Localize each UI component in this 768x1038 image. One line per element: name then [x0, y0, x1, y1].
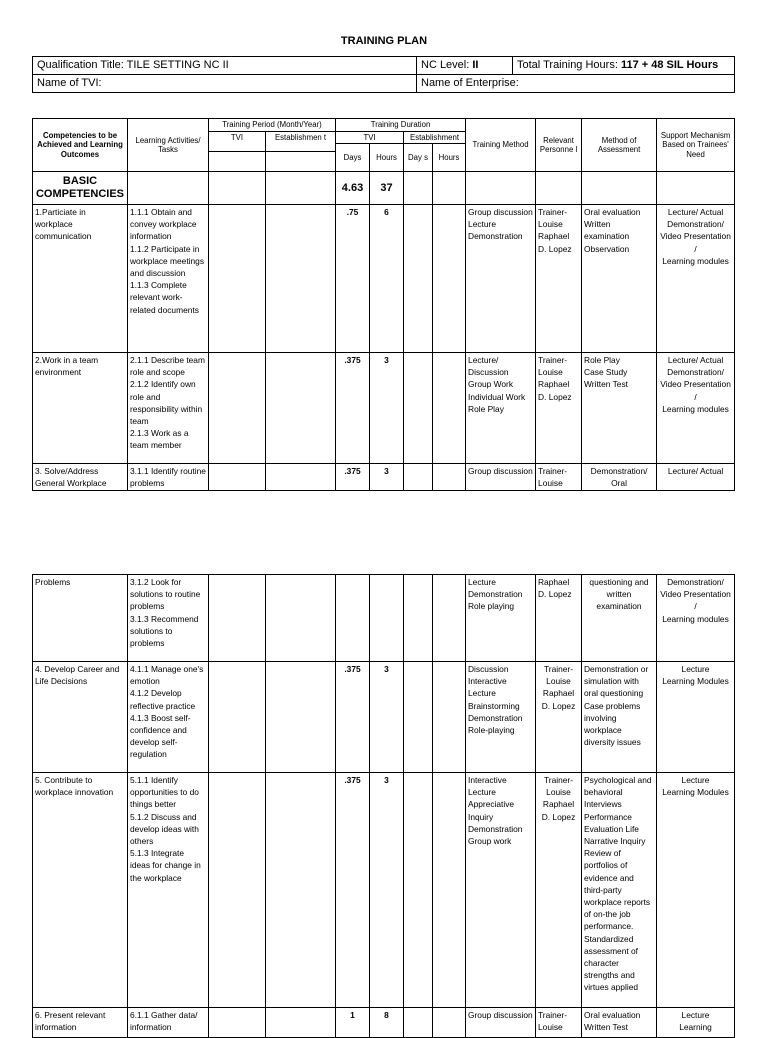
competency-cell: 3. Solve/Address General Workplace	[33, 464, 128, 491]
personnel-cell: Trainer-Louise Raphael D. Lopez	[536, 353, 582, 464]
training-plan-table-page2	[32, 574, 735, 1038]
personnel-cell: Trainer-Louise Raphael D. Lopez	[536, 205, 582, 353]
nc-level: NC Level: II	[417, 57, 513, 75]
method-cell: Group discussion Lecture Demonstration	[466, 205, 536, 353]
personnel-cell: Trainer-Louise Raphael D. Lopez	[536, 773, 582, 1008]
activities-cell: 1.1.1 Obtain and convey workplace information 1.1.2 Participate in workplace meetings and discussion 1.1.3 Complete relevant work-related documents	[128, 205, 209, 353]
assessment-cell: Oral evaluation Written Test	[582, 1008, 657, 1038]
header-td-tvi: TVI	[336, 131, 404, 144]
header-relevant-personnel: Relevant Personne l	[536, 119, 582, 172]
header-method-assessment: Method of Assessment	[582, 119, 657, 172]
days-cell	[336, 575, 370, 662]
basic-hours: 37	[370, 172, 404, 205]
qualification-header-table	[32, 56, 735, 93]
header-days: Days	[336, 144, 370, 172]
assessment-cell: Oral evaluation Written examination Observation	[582, 205, 657, 353]
header-training-period: Training Period (Month/Year)	[209, 119, 336, 132]
basic-days: 4.63	[336, 172, 370, 205]
hours-cell: 3	[370, 773, 404, 1008]
header-training-method: Training Method	[466, 119, 536, 172]
header-hours: Hours	[370, 144, 404, 172]
table-row	[33, 205, 735, 353]
basic-competencies-title: BASIC COMPETENCIES	[33, 172, 128, 205]
assessment-cell: questioning and written examination	[582, 575, 657, 662]
assessment-cell: Demonstration/ Oral	[582, 464, 657, 491]
competency-cell: 4. Develop Career and Life Decisions	[33, 662, 128, 773]
assessment-cell: Role Play Case Study Written Test	[582, 353, 657, 464]
competency-cell: 2.Work in a team environment	[33, 353, 128, 464]
method-cell: Group discussion	[466, 1008, 536, 1038]
hours-cell: 3	[370, 353, 404, 464]
header-competencies: Competencies to be Achieved and Learning Outcomes	[33, 119, 128, 172]
assessment-cell: Psychological and behavioral Interviews Performance Evaluation Life Narrative Inquiry Review of portfolios of evidence and third-party workplace reports of on-the job performance. Standardized assessment of character strengths and virtues applied	[582, 773, 657, 1008]
table-row	[33, 353, 735, 464]
training-plan-table-page1	[32, 118, 735, 491]
days-cell: 1	[336, 1008, 370, 1038]
table-row	[33, 773, 735, 1008]
support-cell: Lecture/ Actual Demonstration/ Video Presentation / Learning modules	[657, 353, 735, 464]
table-row	[33, 662, 735, 773]
method-cell: Interactive Lecture Appreciative Inquiry Demonstration Group work	[466, 773, 536, 1008]
method-cell: Lecture Demonstration Role playing	[466, 575, 536, 662]
support-cell: Lecture Learning	[657, 1008, 735, 1038]
enterprise-name: Name of Enterprise:	[417, 75, 735, 93]
hours-cell: 8	[370, 1008, 404, 1038]
personnel-cell: Raphael D. Lopez	[536, 575, 582, 662]
header-training-duration: Training Duration	[336, 119, 466, 132]
support-cell: Demonstration/ Video Presentation / Learning modules	[657, 575, 735, 662]
assessment-cell: Demonstration or simulation with oral questioning Case problems involving workplace diversity issues	[582, 662, 657, 773]
header-est-hours: Hours	[433, 144, 466, 172]
total-training-hours: Total Training Hours: 117 + 48 SIL Hours	[513, 57, 735, 75]
days-cell: .375	[336, 353, 370, 464]
header-tp-tvi: TVI	[209, 131, 266, 152]
days-cell: .375	[336, 773, 370, 1008]
support-cell: Lecture/ Actual Demonstration/ Video Presentation / Learning modules	[657, 205, 735, 353]
header-est-days: Day s	[404, 144, 433, 172]
tvi-name: Name of TVI:	[33, 75, 417, 93]
personnel-cell: Trainer-Louise	[536, 1008, 582, 1038]
personnel-cell: Trainer-Louise Raphael D. Lopez	[536, 662, 582, 773]
basic-competencies-row	[33, 172, 735, 205]
header-activities: Learning Activities/ Tasks	[128, 119, 209, 172]
hours-cell: 3	[370, 662, 404, 773]
competency-cell: 6. Present relevant information	[33, 1008, 128, 1038]
hours-cell	[370, 575, 404, 662]
days-cell: .375	[336, 662, 370, 773]
support-cell: Lecture/ Actual	[657, 464, 735, 491]
activities-cell: 3.1.2 Look for solutions to routine problems 3.1.3 Recommend solutions to problems	[128, 575, 209, 662]
support-cell: Lecture Learning Modules	[657, 773, 735, 1008]
days-cell: .75	[336, 205, 370, 353]
method-cell: Discussion Interactive Lecture Brainstorming Demonstration Role-playing	[466, 662, 536, 773]
hours-cell: 3	[370, 464, 404, 491]
activities-cell: 4.1.1 Manage one's emotion 4.1.2 Develop reflective practice 4.1.3 Boost self-confidence and develop self-regulation	[128, 662, 209, 773]
table-row	[33, 575, 735, 662]
hours-cell: 6	[370, 205, 404, 353]
header-td-establishment: Establishment	[404, 131, 466, 144]
method-cell: Lecture/ Discussion Group Work Individual Work Role Play	[466, 353, 536, 464]
activities-cell: 2.1.1 Describe team role and scope 2.1.2 Identify own role and responsibility within team 2.1.3 Work as a team member	[128, 353, 209, 464]
table-row	[33, 464, 735, 491]
competency-cell: 5. Contribute to workplace innovation	[33, 773, 128, 1008]
method-cell: Group discussion	[466, 464, 536, 491]
table-row	[33, 1008, 735, 1038]
personnel-cell: Trainer-Louise	[536, 464, 582, 491]
header-support-mechanism: Support Mechanism Based on Trainees' Need	[657, 119, 735, 172]
header-tp-establishment: Establishmen t	[266, 131, 336, 152]
page-title: TRAINING PLAN	[340, 35, 428, 47]
competency-cell: Problems	[33, 575, 128, 662]
support-cell: Lecture Learning Modules	[657, 662, 735, 773]
competency-cell: 1.Particiate in workplace communication	[33, 205, 128, 353]
activities-cell: 3.1.1 Identify routine problems	[128, 464, 209, 491]
days-cell: .375	[336, 464, 370, 491]
activities-cell: 6.1.1 Gather data/ information	[128, 1008, 209, 1038]
activities-cell: 5.1.1 Identify opportunities to do things better 5.1.2 Discuss and develop ideas with others 5.1.3 Integrate ideas for change in the workplace	[128, 773, 209, 1008]
qualification-title: Qualification Title: TILE SETTING NC II	[33, 57, 417, 75]
